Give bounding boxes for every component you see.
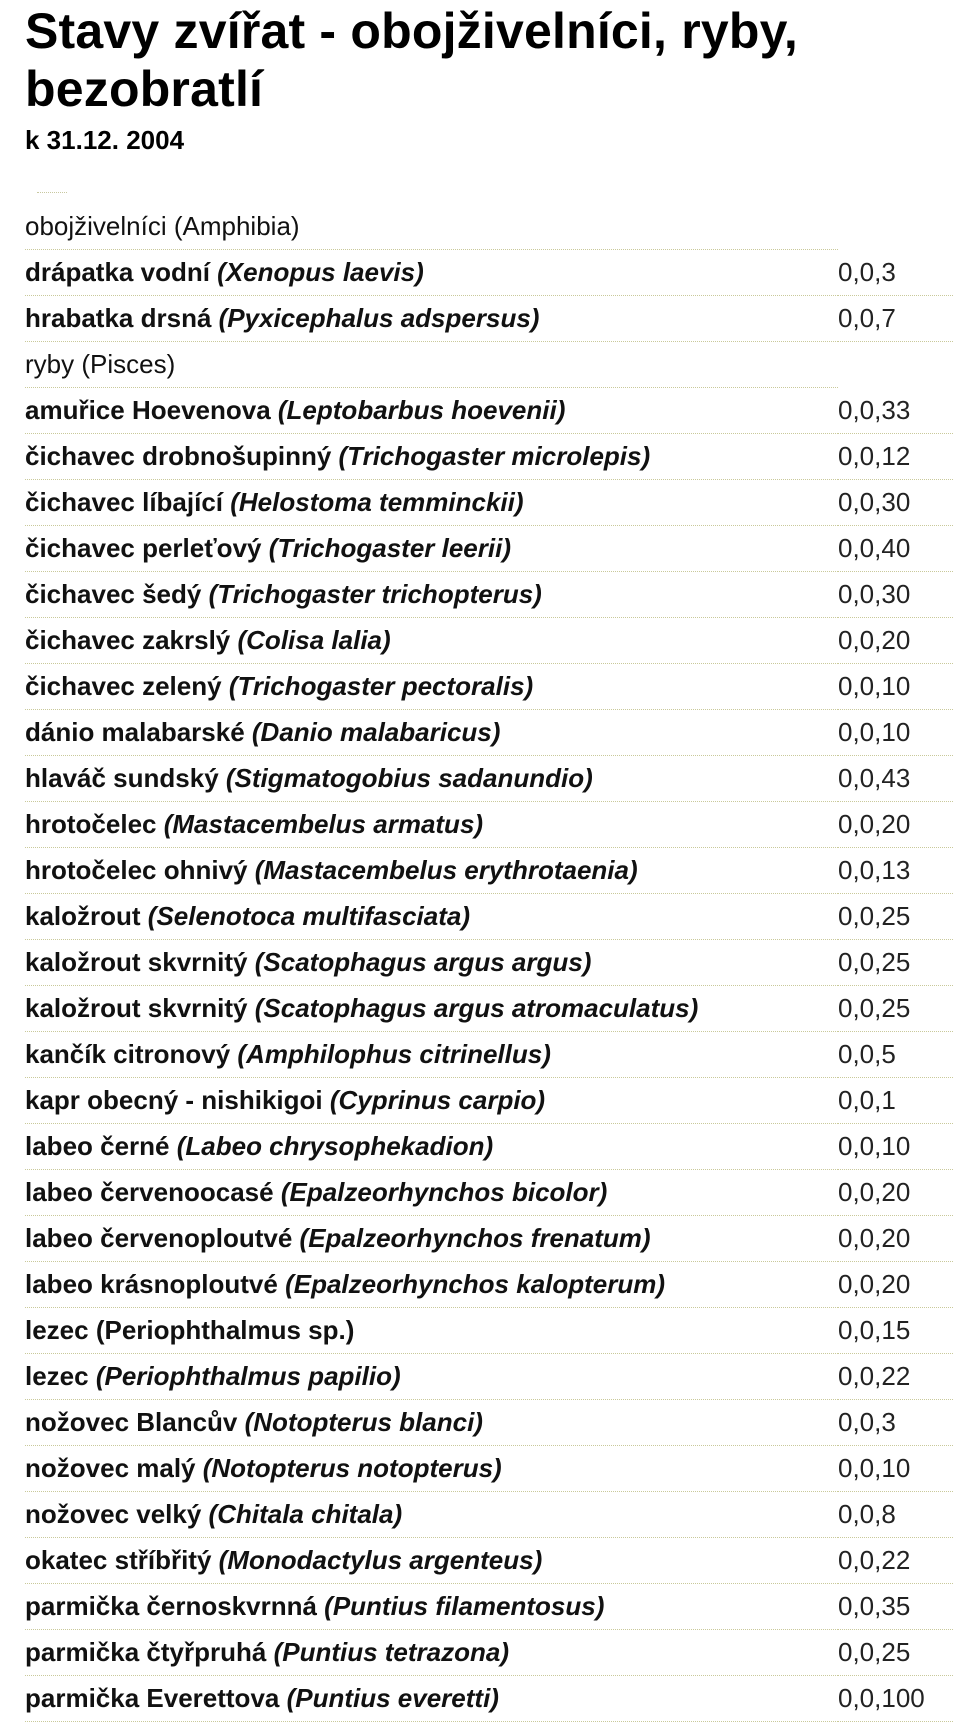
count-cell: 0,0,40 — [838, 526, 953, 572]
table-row — [25, 1262, 953, 1308]
scientific-name: (Mastacembelus armatus) — [163, 809, 484, 839]
species-name-cell — [25, 1538, 838, 1584]
common-name: parmička čtyřpruhá — [25, 1637, 274, 1667]
species-name-cell — [25, 1078, 838, 1124]
scientific-name: (Epalzeorhynchos frenatum) — [299, 1223, 651, 1253]
scientific-name: (Pyxicephalus adspersus) — [218, 303, 540, 333]
count-cell: 0,0,8 — [838, 1492, 953, 1538]
scientific-name: (Danio malabaricus) — [251, 717, 501, 747]
page-date: k 31.12. 2004 — [25, 125, 185, 155]
count-cell: 0,0,12 — [838, 434, 953, 480]
common-name: kaložrout skvrnitý — [25, 947, 255, 977]
species-name-cell — [25, 250, 838, 296]
count-cell: 0,0,33 — [838, 388, 953, 434]
table-row — [25, 1676, 953, 1722]
common-name: hrotočelec — [25, 809, 164, 839]
table-row — [25, 1354, 953, 1400]
scientific-name: (Cyprinus carpio) — [329, 1085, 546, 1115]
common-name: lezec (Periophthalmus sp.) — [25, 1315, 355, 1345]
species-name-cell — [25, 986, 838, 1032]
count-cell: 0,0,30 — [838, 572, 953, 618]
species-name-cell — [25, 848, 838, 894]
common-name: parmička černoskvrnná — [25, 1591, 325, 1621]
species-name-cell — [25, 1630, 838, 1676]
scientific-name: (Monodactylus argenteus) — [218, 1545, 543, 1575]
species-name-cell — [25, 1354, 838, 1400]
count-cell: 0,0,43 — [838, 756, 953, 802]
scientific-name: (Leptobarbus hoevenii) — [277, 395, 566, 425]
page-title: Stavy zvířat - obojživelníci, ryby, bezobratlí — [25, 3, 798, 117]
species-name-cell — [25, 1400, 838, 1446]
common-name: okatec stříbřitý — [25, 1545, 219, 1575]
common-name: čichavec šedý — [25, 579, 209, 609]
scientific-name: (Puntius tetrazona) — [273, 1637, 510, 1667]
species-table-body — [25, 204, 953, 1722]
common-name: amuřice Hoevenova — [25, 395, 278, 425]
scientific-name: (Trichogaster leerii) — [268, 533, 511, 563]
count-cell: 0,0,20 — [838, 1170, 953, 1216]
table-row — [25, 296, 953, 342]
common-name: parmička Everettova — [25, 1683, 287, 1713]
scientific-name: (Notopterus blanci) — [244, 1407, 483, 1437]
scientific-name: (Puntius everetti) — [286, 1683, 499, 1713]
table-row — [25, 434, 953, 480]
species-name-cell — [25, 1308, 838, 1354]
scientific-name: (Epalzeorhynchos bicolor) — [280, 1177, 608, 1207]
table-row — [25, 848, 953, 894]
species-name-cell — [25, 1492, 838, 1538]
table-row — [25, 1216, 953, 1262]
species-name-cell — [25, 1032, 838, 1078]
common-name: labeo krásnoploutvé — [25, 1269, 286, 1299]
species-name-cell — [25, 756, 838, 802]
species-name-cell — [25, 434, 838, 480]
scientific-name: (Mastacembelus erythrotaenia) — [254, 855, 638, 885]
count-cell: 0,0,35 — [838, 1584, 953, 1630]
species-name-cell — [25, 1170, 838, 1216]
table-row — [25, 1584, 953, 1630]
scientific-name: (Epalzeorhynchos kalopterum) — [285, 1269, 666, 1299]
table-row — [25, 940, 953, 986]
species-name-cell — [25, 802, 838, 848]
count-cell: 0,0,25 — [838, 986, 953, 1032]
group-heading-row — [25, 342, 953, 388]
common-name: lezec — [25, 1361, 96, 1391]
count-cell: 0,0,22 — [838, 1538, 953, 1584]
count-cell: 0,0,30 — [838, 480, 953, 526]
common-name: dánio malabarské — [25, 717, 252, 747]
scientific-name: (Stigmatogobius sadanundio) — [225, 763, 593, 793]
common-name: obojživelníci (Amphibia) — [25, 211, 300, 241]
count-cell: 0,0,10 — [838, 710, 953, 756]
species-name-cell — [25, 526, 838, 572]
count-cell: 0,0,25 — [838, 1630, 953, 1676]
common-name: nožovec Blancův — [25, 1407, 245, 1437]
species-name-cell — [25, 342, 838, 388]
count-cell: 0,0,25 — [838, 940, 953, 986]
common-name: čichavec zakrslý — [25, 625, 238, 655]
common-name: drápatka vodní — [25, 257, 218, 287]
table-row — [25, 1630, 953, 1676]
common-name: čichavec drobnošupinný — [25, 441, 339, 471]
scientific-name: (Colisa lalia) — [237, 625, 391, 655]
scientific-name: (Scatophagus argus argus) — [254, 947, 592, 977]
table-row — [25, 1538, 953, 1584]
common-name: čichavec zelený — [25, 671, 229, 701]
species-name-cell — [25, 296, 838, 342]
count-cell: 0,0,20 — [838, 1216, 953, 1262]
document-page — [25, 0, 955, 1722]
count-cell: 0,0,100 — [838, 1676, 953, 1722]
table-row — [25, 572, 953, 618]
count-cell: 0,0,10 — [838, 664, 953, 710]
common-name: hlaváč sundský — [25, 763, 226, 793]
count-cell: 0,0,10 — [838, 1446, 953, 1492]
scientific-name: (Chitala chitala) — [208, 1499, 403, 1529]
count-cell — [838, 342, 953, 388]
count-cell — [838, 204, 953, 250]
table-row — [25, 756, 953, 802]
species-name-cell — [25, 1262, 838, 1308]
species-name-cell — [25, 204, 838, 250]
spacer — [25, 156, 955, 204]
species-name-cell — [25, 1584, 838, 1630]
table-row — [25, 388, 953, 434]
common-name: labeo červenoocasé — [25, 1177, 281, 1207]
scientific-name: (Trichogaster pectoralis) — [228, 671, 534, 701]
table-row — [25, 664, 953, 710]
scientific-name: (Selenotoca multifasciata) — [147, 901, 470, 931]
species-name-cell — [25, 940, 838, 986]
common-name: čichavec líbající — [25, 487, 231, 517]
species-name-cell — [25, 664, 838, 710]
scientific-name: (Trichogaster trichopterus) — [208, 579, 542, 609]
count-cell: 0,0,20 — [838, 618, 953, 664]
count-cell: 0,0,25 — [838, 894, 953, 940]
species-name-cell — [25, 1446, 838, 1492]
species-name-cell — [25, 1216, 838, 1262]
count-cell: 0,0,13 — [838, 848, 953, 894]
common-name: labeo červenoploutvé — [25, 1223, 300, 1253]
table-row — [25, 894, 953, 940]
scientific-name: (Scatophagus argus atromaculatus) — [254, 993, 699, 1023]
scientific-name: (Periophthalmus papilio) — [95, 1361, 401, 1391]
count-cell: 0,0,3 — [838, 1400, 953, 1446]
table-row — [25, 1308, 953, 1354]
table-row — [25, 1446, 953, 1492]
table-row — [25, 710, 953, 756]
species-name-cell — [25, 388, 838, 434]
count-cell: 0,0,5 — [838, 1032, 953, 1078]
count-cell: 0,0,10 — [838, 1124, 953, 1170]
common-name: nožovec velký — [25, 1499, 209, 1529]
table-row — [25, 1078, 953, 1124]
count-cell: 0,0,20 — [838, 1262, 953, 1308]
scientific-name: (Trichogaster microlepis) — [338, 441, 651, 471]
species-name-cell — [25, 480, 838, 526]
table-row — [25, 618, 953, 664]
species-name-cell — [25, 894, 838, 940]
scientific-name: (Labeo chrysophekadion) — [176, 1131, 494, 1161]
dotted-divider — [37, 192, 67, 193]
common-name: labeo černé — [25, 1131, 177, 1161]
count-cell: 0,0,3 — [838, 250, 953, 296]
scientific-name: (Amphilophus citrinellus) — [237, 1039, 551, 1069]
count-cell: 0,0,15 — [838, 1308, 953, 1354]
common-name: nožovec malý — [25, 1453, 203, 1483]
common-name: kaložrout — [25, 901, 148, 931]
count-cell: 0,0,22 — [838, 1354, 953, 1400]
table-row — [25, 1124, 953, 1170]
count-cell: 0,0,1 — [838, 1078, 953, 1124]
species-name-cell — [25, 572, 838, 618]
common-name: hrotočelec ohnivý — [25, 855, 255, 885]
count-cell: 0,0,20 — [838, 802, 953, 848]
species-name-cell — [25, 1676, 838, 1722]
table-row — [25, 1492, 953, 1538]
scientific-name: (Helostoma temminckii) — [230, 487, 524, 517]
table-row — [25, 480, 953, 526]
table-row — [25, 1170, 953, 1216]
table-row — [25, 526, 953, 572]
common-name: ryby (Pisces) — [25, 349, 176, 379]
species-name-cell — [25, 618, 838, 664]
table-row — [25, 802, 953, 848]
table-row — [25, 1032, 953, 1078]
table-row — [25, 986, 953, 1032]
common-name: kančík citronový — [25, 1039, 238, 1069]
common-name: čichavec perleťový — [25, 533, 269, 563]
scientific-name: (Puntius filamentosus) — [324, 1591, 605, 1621]
table-row — [25, 1400, 953, 1446]
species-name-cell — [25, 710, 838, 756]
scientific-name: (Notopterus notopterus) — [202, 1453, 502, 1483]
table-row — [25, 250, 953, 296]
common-name: kapr obecný - nishikigoi — [25, 1085, 330, 1115]
group-heading-row — [25, 204, 953, 250]
common-name: kaložrout skvrnitý — [25, 993, 255, 1023]
count-cell: 0,0,7 — [838, 296, 953, 342]
common-name: hrabatka drsná — [25, 303, 219, 333]
species-table — [25, 204, 953, 1722]
scientific-name: (Xenopus laevis) — [217, 257, 424, 287]
species-name-cell — [25, 1124, 838, 1170]
